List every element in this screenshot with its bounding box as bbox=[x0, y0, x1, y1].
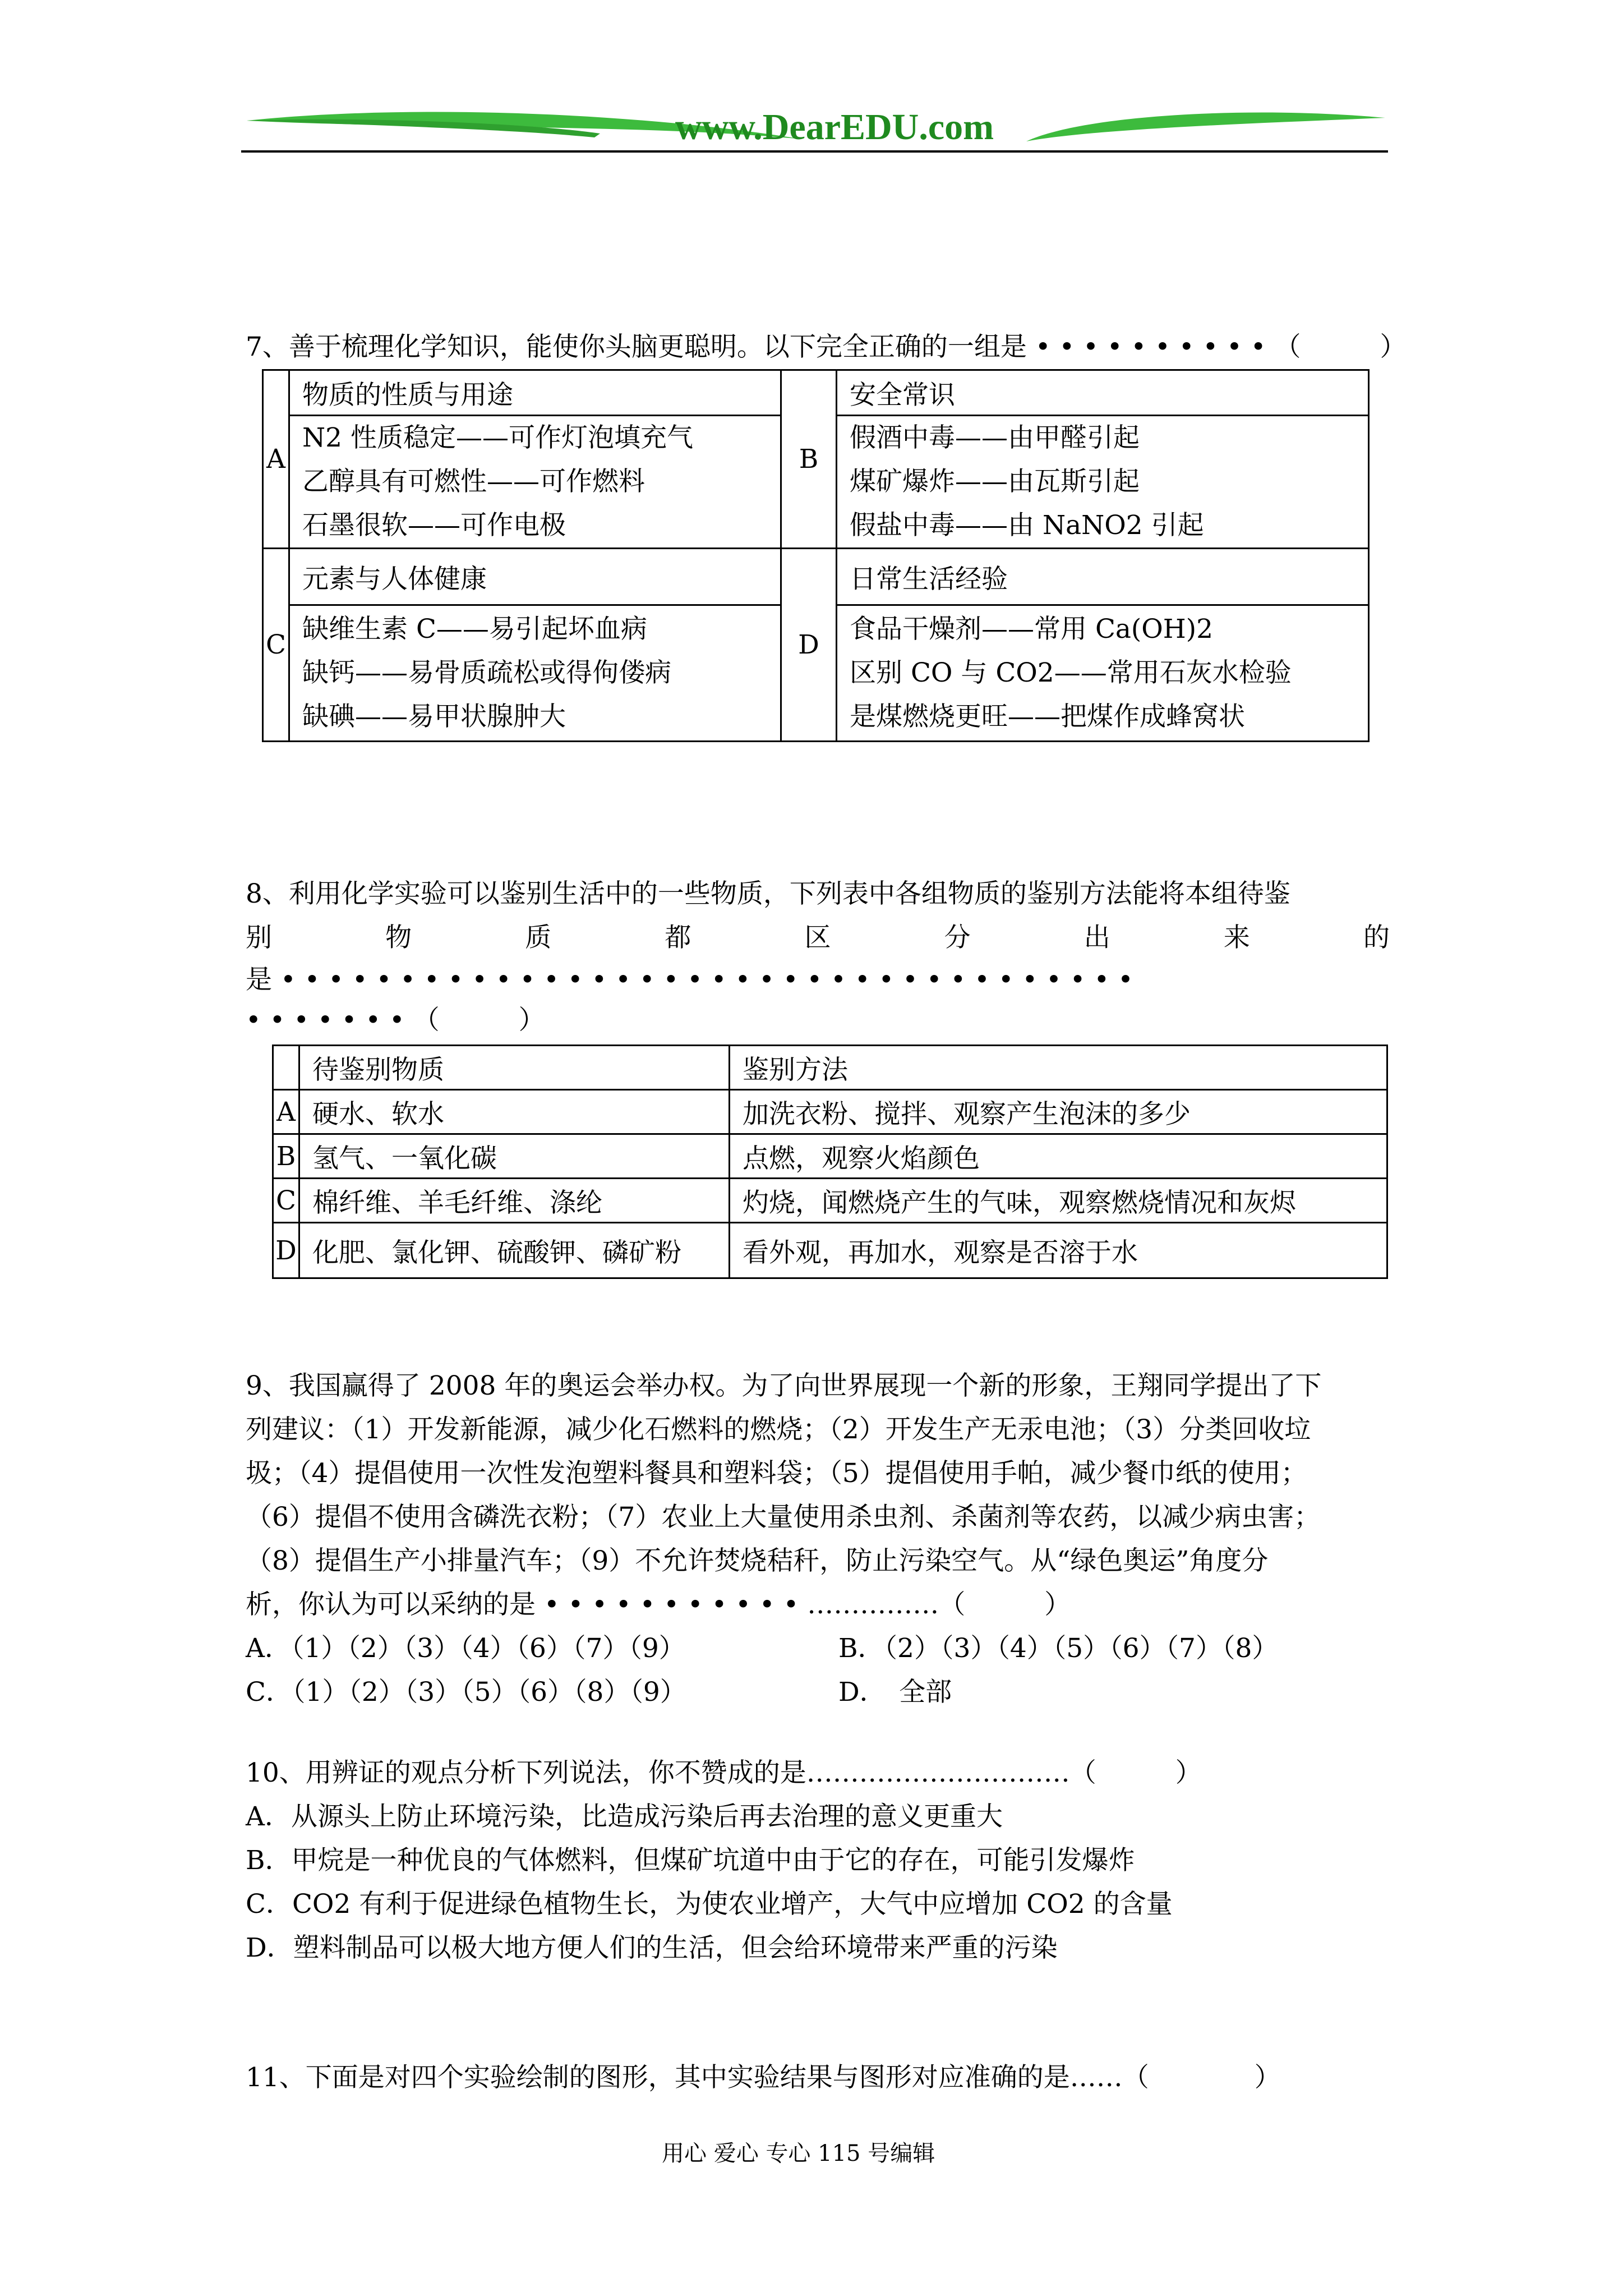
q7-c-line: 缺碘——易甲状腺肿大 bbox=[302, 701, 566, 732]
q7-b-line: 假盐中毒——由 NaNO2 引起 bbox=[850, 510, 1204, 541]
q7-label-b: B bbox=[781, 370, 837, 549]
q7-b-line: 假酒中毒——由甲醛引起 bbox=[850, 422, 1140, 453]
q7-d-line: 是煤燃烧更旺——把煤作成蜂窝状 bbox=[850, 701, 1245, 732]
q8-row-method: 点燃，观察火焰颜色 bbox=[730, 1134, 1387, 1179]
q7-c-line: 缺钙——易骨质疏松或得佝偻病 bbox=[302, 657, 671, 688]
q10-stem: 10、用辨证的观点分析下列说法，你不赞成的是…………………………（ ） bbox=[246, 1757, 1202, 1788]
q8-stem-line4: • • • • • • • （ ） bbox=[246, 1005, 545, 1036]
q7-stem: 7、善于梳理化学知识，能使你头脑更聪明。以下完全正确的一组是 • • • • • • • • • • （ ） bbox=[246, 332, 1407, 362]
q10-option: C．CO2 有利于促进绿色植物生长，为使农业增产，大气中应增加 CO2 的含量 bbox=[246, 1889, 1173, 1920]
q9-option-b: B．（2）（3）（4）（5）（6）（7）（8） bbox=[838, 1633, 1279, 1664]
q10-option: D．塑料制品可以极大地方便人们的生活，但会给环境带来严重的污染 bbox=[246, 1932, 1058, 1963]
q9-option-a: A．（1）（2）（3）（4）（6）（7）（9） bbox=[246, 1633, 685, 1664]
q8-row-method: 灼烧，闻燃烧产生的气味，观察燃烧情况和灰烬 bbox=[730, 1179, 1387, 1223]
q8-stem-line1: 8、利用化学实验可以鉴别生活中的一些物质，下列表中各组物质的鉴别方法能将本组待鉴 bbox=[246, 878, 1290, 909]
q7-a-line: 乙醇具有可燃性——可作燃料 bbox=[302, 466, 645, 497]
q10-options bbox=[246, 1795, 1173, 1970]
q8-stem-char: 别 bbox=[246, 922, 272, 953]
q7-b-line: 煤矿爆炸——由瓦斯引起 bbox=[850, 466, 1140, 497]
q8-stem-char: 质 bbox=[525, 922, 552, 953]
q8-row-substance: 硬水、软水 bbox=[299, 1090, 730, 1134]
site-logo-text: www.DearEDU.com bbox=[675, 107, 994, 148]
q7-table bbox=[262, 369, 1370, 742]
q10-option: B．甲烷是一种优良的气体燃料，但煤矿坑道中由于它的存在，可能引发爆炸 bbox=[246, 1845, 1135, 1876]
q7-label-a: A bbox=[263, 370, 289, 549]
site-logo-banner bbox=[241, 107, 1391, 157]
q7-a-title: 物质的性质与用途 bbox=[289, 370, 781, 416]
q8-row-substance: 氢气、一氧化碳 bbox=[299, 1134, 730, 1179]
q7-b-body bbox=[837, 416, 1369, 549]
q7-label-d: D bbox=[781, 549, 837, 742]
header-rule bbox=[241, 150, 1388, 153]
q8-stem-char: 出 bbox=[1083, 922, 1110, 953]
q7-d-line: 区别 CO 与 CO2——常用石灰水检验 bbox=[850, 657, 1292, 688]
q8-row-label: B bbox=[273, 1134, 299, 1179]
q8-row-label: C bbox=[273, 1179, 299, 1223]
q8-stem-line3: 是 • • • • • • • • • • • • • • • • • • • • • • • • • • • • • • • • • • • • bbox=[246, 964, 1133, 995]
q8-header-method: 鉴别方法 bbox=[730, 1046, 1387, 1090]
q8-row-label: A bbox=[273, 1090, 299, 1134]
q8-stem-char: 物 bbox=[385, 922, 412, 953]
q8-row-method: 加洗衣粉、搅拌、观察产生泡沫的多少 bbox=[730, 1090, 1387, 1134]
q8-row-method: 看外观，再加水，观察是否溶于水 bbox=[730, 1223, 1387, 1278]
q7-b-title: 安全常识 bbox=[837, 370, 1369, 416]
q9-option-c: C．（1）（2）（3）（5）（6）（8）（9） bbox=[246, 1677, 686, 1708]
q7-d-line: 食品干燥剂——常用 Ca(OH)2 bbox=[850, 614, 1214, 645]
q8-row-substance: 棉纤维、羊毛纤维、涤纶 bbox=[299, 1179, 730, 1223]
q8-row-substance: 化肥、氯化钾、硫酸钾、磷矿粉 bbox=[299, 1223, 730, 1278]
q8-header-substance: 待鉴别物质 bbox=[299, 1046, 730, 1090]
q8-stem-char: 的 bbox=[1363, 922, 1390, 953]
table-row bbox=[273, 1179, 1387, 1223]
q8-header-blank bbox=[273, 1046, 299, 1090]
q9-line: 析，你认为可以采纳的是 • • • • • • • • • • • ……………（ ） bbox=[246, 1589, 1071, 1620]
q8-stem-char: 都 bbox=[665, 922, 691, 953]
right-swoosh bbox=[1026, 112, 1385, 141]
q9-line: 列建议：（1）开发新能源，减少化石燃料的燃烧；（2）开发生产无汞电池；（3）分类回收垃 bbox=[246, 1414, 1311, 1445]
q8-table bbox=[272, 1045, 1388, 1279]
q7-a-line: 石墨很软——可作电极 bbox=[302, 510, 566, 541]
q7-c-body bbox=[289, 605, 781, 742]
q9-line: 圾；（4）提倡使用一次性发泡塑料餐具和塑料袋；（5）提倡使用手帕，减少餐巾纸的使用； bbox=[246, 1458, 1307, 1489]
q9-stem bbox=[246, 1364, 1321, 1627]
q8-stem-char: 来 bbox=[1223, 922, 1250, 953]
q7-c-title: 元素与人体健康 bbox=[289, 549, 781, 605]
q8-row-label: D bbox=[273, 1223, 299, 1278]
q8-stem-char: 分 bbox=[944, 922, 971, 953]
table-row bbox=[273, 1134, 1387, 1179]
q8-stem-line2 bbox=[246, 916, 1390, 960]
page-footer: 用心 爱心 专心 115 号编辑 bbox=[662, 2141, 935, 2166]
q9-line: （8）提倡生产小排量汽车；（9）不允许焚烧秸秆，防止污染空气。从“绿色奥运”角度分 bbox=[246, 1545, 1269, 1576]
q7-label-c: C bbox=[263, 549, 289, 742]
q7-a-body bbox=[289, 416, 781, 549]
table-row bbox=[273, 1223, 1387, 1278]
q9-line: 9、我国赢得了 2008 年的奥运会举办权。为了向世界展现一个新的形象，王翔同学提出了下 bbox=[246, 1370, 1322, 1401]
q7-d-title: 日常生活经验 bbox=[837, 549, 1369, 605]
q11-stem: 11、下面是对四个实验绘制的图形，其中实验结果与图形对应准确的是……（ ） bbox=[246, 2062, 1281, 2093]
q7-c-line: 缺维生素 C——易引起坏血病 bbox=[302, 614, 647, 645]
q9-option-d: D． 全部 bbox=[838, 1677, 952, 1708]
table-row bbox=[273, 1090, 1387, 1134]
q8-stem-char: 区 bbox=[804, 922, 831, 953]
q7-a-line: N2 性质稳定——可作灯泡填充气 bbox=[302, 422, 693, 453]
q9-line: （6）提倡不使用含磷洗衣粉；（7）农业上大量使用杀虫剂、杀菌剂等农药，以减少病虫害； bbox=[246, 1502, 1321, 1533]
q7-d-body bbox=[837, 605, 1369, 742]
q10-option: A．从源头上防止环境污染，比造成污染后再去治理的意义更重大 bbox=[246, 1801, 1003, 1832]
